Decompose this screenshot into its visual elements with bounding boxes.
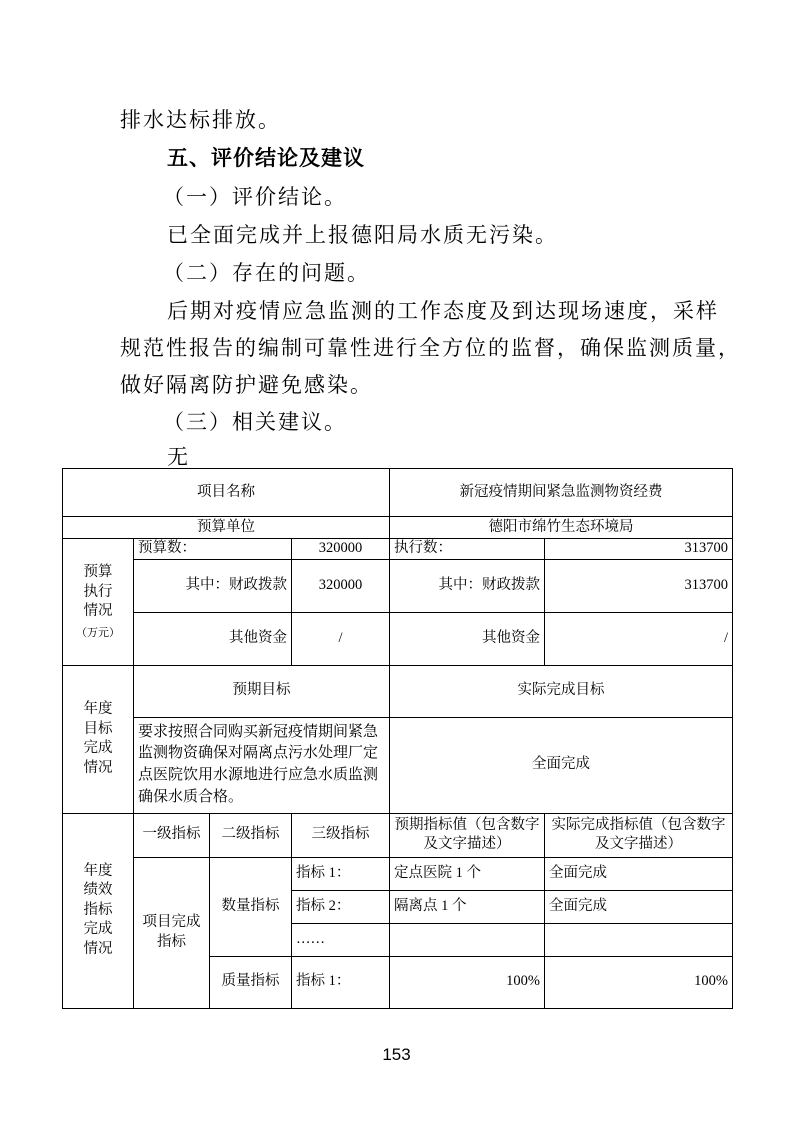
budget-unit: 德阳市绵竹生态环境局: [390, 517, 733, 539]
header-expected: 预期指标值（包含数字及文字描述）: [390, 813, 545, 857]
paragraph-line: 排水达标排放。: [120, 108, 281, 132]
budget-amount: 320000: [292, 539, 390, 560]
subsection-heading: （三）相关建议。: [163, 410, 347, 434]
exec-amount: 313700: [545, 539, 733, 560]
fiscal-exec: 313700: [545, 559, 733, 612]
quality-indicator1-actual: 100%: [545, 956, 733, 1008]
indicator2-label: 指标 2：: [292, 890, 390, 923]
budget-amount-label: 预算数：: [134, 539, 292, 560]
level1-item: 项目完成指标: [134, 857, 210, 1008]
indicator2-actual: 全面完成: [545, 890, 733, 923]
project-name-label: 项目名称: [63, 469, 390, 517]
actual-goal: 全面完成: [390, 717, 733, 813]
quality-indicator1-label: 指标 1：: [292, 956, 390, 1008]
quality-indicator1-expected: 100%: [390, 956, 545, 1008]
expected-goal: 要求按照合同购买新冠疫情期间紧急监测物资确保对隔离点污水处理厂定点医院饮用水源地进行应急水质监测确保水质合格。: [134, 717, 390, 813]
budget-performance-table: [62, 468, 733, 1009]
paragraph-line: 做好隔离防护避免感染。: [120, 373, 373, 397]
other-funds-label: 其他资金: [134, 612, 292, 665]
paragraph-line: 后期对疫情应急监测的工作态度及到达现场速度，采样: [167, 299, 719, 323]
indicator1-actual: 全面完成: [545, 857, 733, 890]
fiscal-exec-label: 其中：财政拨款: [390, 559, 545, 612]
other-funds-budget: /: [292, 612, 390, 665]
budget-section-label: 预算 执行 情况 （万元）: [63, 539, 134, 666]
paragraph-line: 规范性报告的编制可靠性进行全方位的监督，确保监测质量，: [120, 336, 741, 360]
header-level3: 三级指标: [292, 813, 390, 857]
header-level2: 二级指标: [210, 813, 292, 857]
fiscal-label: 其中：财政拨款: [134, 559, 292, 612]
subsection-heading: （二）存在的问题。: [163, 261, 370, 285]
expected-goal-label: 预期目标: [134, 665, 390, 717]
fiscal-budget: 320000: [292, 559, 390, 612]
actual-goal-label: 实际完成目标: [390, 665, 733, 717]
indicator1-label: 指标 1：: [292, 857, 390, 890]
indicator-ellipsis: ……: [292, 923, 390, 956]
quantity-indicator-label: 数量指标: [210, 857, 292, 956]
unit-label: 预算单位: [63, 517, 390, 539]
indicator1-expected: 定点医院 1 个: [390, 857, 545, 890]
empty-cell: [545, 923, 733, 956]
page-number: 153: [382, 1045, 411, 1064]
quality-indicator-label: 质量指标: [210, 956, 292, 1008]
subsection-heading: （一）评价结论。: [163, 185, 347, 209]
indicator2-expected: 隔离点 1 个: [390, 890, 545, 923]
header-actual: 实际完成指标值（包含数字及文字描述）: [545, 813, 733, 857]
paragraph-line: 无: [167, 445, 190, 469]
performance-section-label: 年度 绩效 指标 完成 情况: [63, 813, 134, 1008]
empty-cell: [390, 923, 545, 956]
project-name: 新冠疫情期间紧急监测物资经费: [390, 469, 733, 517]
section-heading: 五、评价结论及建议: [167, 146, 365, 170]
paragraph-line: 已全面完成并上报德阳局水质无污染。: [167, 223, 558, 247]
other-funds-exec-label: 其他资金: [390, 612, 545, 665]
exec-amount-label: 执行数：: [390, 539, 545, 560]
header-level1: 一级指标: [134, 813, 210, 857]
goal-section-label: 年度 目标 完成 情况: [63, 665, 134, 813]
other-funds-exec: /: [545, 612, 733, 665]
